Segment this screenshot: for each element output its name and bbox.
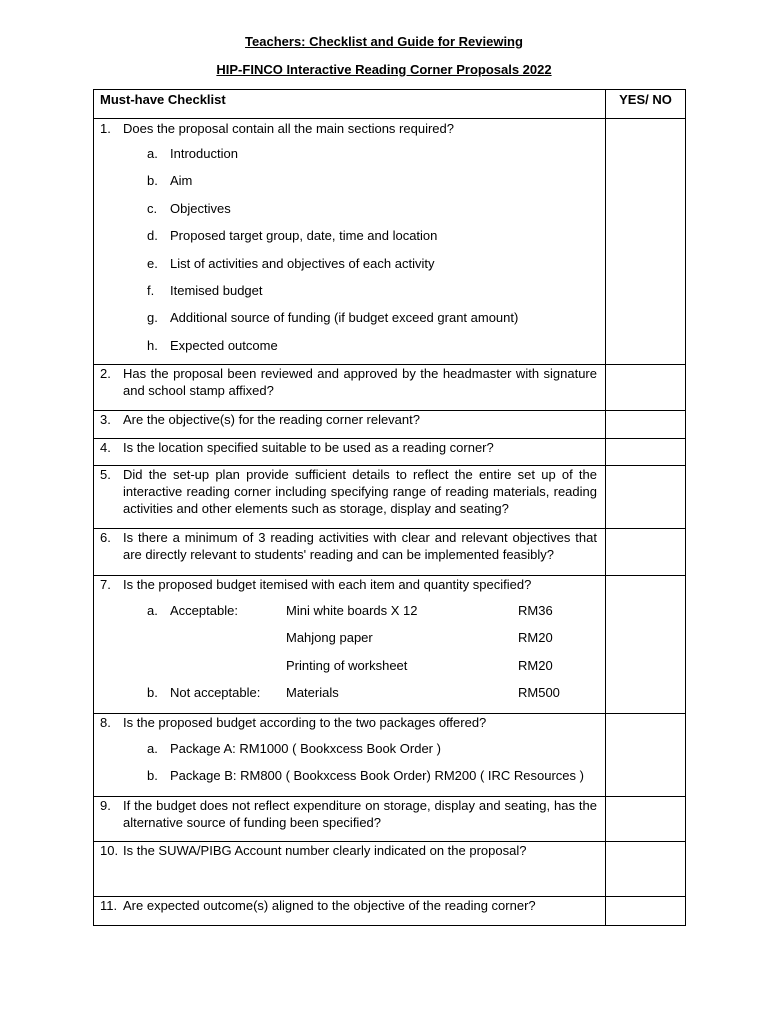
question-1 [100, 120, 597, 137]
table-row [94, 842, 686, 897]
table-row [94, 365, 686, 411]
list-item: a. Introduction [147, 146, 238, 161]
list-item: e. List of activities and objectives of each activity [147, 255, 435, 271]
list-item: h. Expected outcome [147, 337, 278, 353]
list-item: b. Package B: RM800 ( Bookxcess Book Order) RM200 ( IRC Resources ) [147, 768, 584, 784]
answer-cell[interactable] [606, 714, 686, 797]
list-item: b. Aim [147, 173, 193, 189]
answer-cell[interactable] [606, 119, 686, 365]
list-item: a. Package A: RM1000 ( Bookxcess Book Order ) [147, 741, 441, 756]
checklist-table [93, 89, 686, 926]
answer-cell[interactable] [606, 439, 686, 466]
list-item: d. Proposed target group, date, time and location [147, 228, 438, 244]
answer-cell[interactable] [606, 797, 686, 842]
question-8: 8. Is the proposed budget according to the two packages offered? [100, 715, 487, 730]
question-text: Does the proposal contain all the main sections required? [123, 121, 454, 136]
list-item: c. Objectives [147, 200, 231, 216]
question-4: 4. Is the location specified suitable to be used as a reading corner? [100, 440, 494, 455]
table-header-row [94, 90, 686, 119]
question-2: 2. Has the proposal been reviewed and approved by the headmaster with signature and school stamp affixed? [100, 366, 597, 398]
budget-row: a. Acceptable: Mini white boards X 12 RM36 [147, 603, 553, 618]
header-yes-no: YES/ NO [606, 90, 686, 119]
table-row [94, 119, 686, 365]
budget-row: Printing of worksheet RM20 [286, 657, 553, 673]
answer-cell[interactable] [606, 529, 686, 576]
table-row [94, 714, 686, 797]
list-item: f. Itemised budget [147, 282, 263, 298]
table-row [94, 439, 686, 466]
document-subtitle: HIP-FINCO Interactive Reading Corner Proposals 2022 [216, 62, 552, 77]
question-number: 1. [100, 121, 111, 136]
table-row [94, 529, 686, 576]
question-9: 9. If the budget does not reflect expenditure on storage, display and seating, has the alternative source of funding been specified? [100, 798, 597, 830]
list-item: g. Additional source of funding (if budget exceed grant amount) [147, 310, 519, 326]
question-7: 7. Is the proposed budget itemised with each item and quantity specified? [100, 577, 532, 592]
table-row [94, 411, 686, 439]
answer-cell[interactable] [606, 365, 686, 411]
table-row [94, 797, 686, 842]
answer-cell[interactable] [606, 576, 686, 714]
question-5: 5. Did the set-up plan provide sufficient details to reflect the entire set up of the interactive reading corner including specifying range of reading materials, reading activities and other elements such as storage, display and seating? [100, 467, 597, 516]
answer-cell[interactable] [606, 897, 686, 926]
budget-row: Mahjong paper RM20 [286, 630, 553, 646]
table-row [94, 897, 686, 926]
table-row [94, 576, 686, 714]
question-3: 3. Are the objective(s) for the reading corner relevant? [100, 412, 420, 427]
document-title: Teachers: Checklist and Guide for Reviewing [245, 34, 523, 49]
question-11: 11. Are expected outcome(s) aligned to the objective of the reading corner? [100, 898, 536, 913]
table-row [94, 466, 686, 529]
question-10: 10. Is the SUWA/PIBG Account number clearly indicated on the proposal? [100, 843, 527, 858]
header-checklist: Must-have Checklist [94, 90, 606, 119]
answer-cell[interactable] [606, 411, 686, 439]
answer-cell[interactable] [606, 842, 686, 897]
answer-cell[interactable] [606, 466, 686, 529]
question-6: 6. Is there a minimum of 3 reading activities with clear and relevant objectives that are directly relevant to students' reading and can be implemented feasibly? [100, 530, 597, 562]
budget-row: b. Not acceptable: Materials RM500 [147, 684, 560, 700]
